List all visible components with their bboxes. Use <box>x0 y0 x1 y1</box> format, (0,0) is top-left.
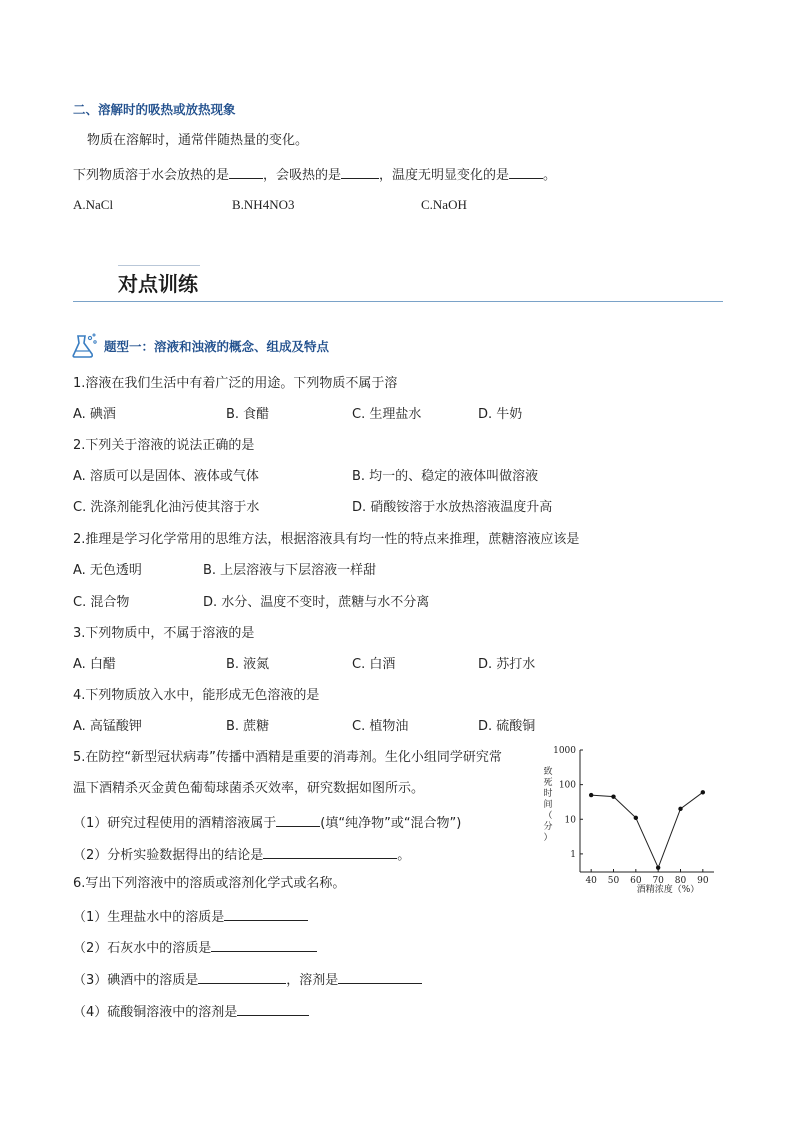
data-point <box>656 865 660 869</box>
answer-blank[interactable] <box>229 164 263 179</box>
q2b-option-d: D. 水分、温度不变时，蔗糖与水不分离 <box>203 595 430 610</box>
y-axis-label-char: 分 <box>543 822 553 832</box>
option-b: B.NH4NO3 <box>232 197 295 212</box>
q4-option-b: B. 蔗糖 <box>226 719 270 734</box>
q3-option-b: B. 液氮 <box>226 657 270 672</box>
q6-stem: 6.写出下列溶液中的溶质或溶剂化学式或名称。 <box>73 876 346 891</box>
q1-option-c: C. 生理盐水 <box>352 407 422 422</box>
question-part: ，会吸热的是 <box>263 168 342 183</box>
answer-blank[interactable] <box>341 164 379 179</box>
y-axis-label-char: ） <box>543 833 553 843</box>
answer-blank[interactable] <box>224 906 308 921</box>
q2b-option-b: B. 上层溶液与下层溶液一样甜 <box>203 563 377 578</box>
q5-sub2-text: （2）分析实验数据得出的结论是 <box>73 848 264 863</box>
q6-sub3-text-b: ，溶剂是 <box>286 973 339 988</box>
q6-sub2-text: （2）石灰水中的溶质是 <box>73 941 212 956</box>
q4-option-a: A. 高锰酸钾 <box>73 719 142 734</box>
answer-blank[interactable] <box>237 1001 309 1016</box>
q3-stem: 3.下列物质中，不属于溶液的是 <box>73 626 255 641</box>
q2-option-a: A. 溶质可以是固体、液体或气体 <box>73 469 259 484</box>
question-part: ，温度无明显变化的是 <box>379 168 510 183</box>
header-rule <box>73 301 723 302</box>
y-tick-label: 10 <box>564 815 576 826</box>
q5-sub1-hint: (填“纯净物”或“混合物”) <box>320 816 462 831</box>
section-intro: 物质在溶解时，通常伴随热量的变化。 <box>87 133 309 148</box>
data-point <box>678 807 682 811</box>
q6-sub4-text: （4）硫酸铜溶液中的溶剂是 <box>73 1005 238 1020</box>
answer-blank[interactable] <box>338 969 422 984</box>
y-tick-label: 100 <box>558 780 576 791</box>
q2b-option-a: A. 无色透明 <box>73 563 142 578</box>
answer-blank[interactable] <box>211 937 317 952</box>
q3-option-c: C. 白酒 <box>352 657 396 672</box>
q2b-stem: 2.推理是学习化学常用的思维方法，根据溶液具有均一性的特点来推理，蔗糖溶液应该是 <box>73 532 580 547</box>
x-tick-label: 70 <box>652 876 664 886</box>
q6-sub3-text: （3）碘酒中的溶质是 <box>73 973 199 988</box>
q4-option-d: D. 硫酸铜 <box>478 719 536 734</box>
q2-option-d: D. 硝酸铵溶于水放热溶液温度升高 <box>352 500 553 515</box>
q1-option-a: A. 碘酒 <box>73 407 116 422</box>
q5-sub2 <box>73 844 410 865</box>
q5-stem-line1: 5.在防控“新型冠状病毒”传播中酒精是重要的消毒剂。生化小组同学研究常 <box>73 750 502 765</box>
y-axis-label-char: 死 <box>543 778 553 788</box>
x-tick-label: 90 <box>697 876 709 886</box>
q4-option-c: C. 植物油 <box>352 719 409 734</box>
q6-sub2 <box>73 937 317 958</box>
section-title: 二、溶解时的吸热或放热现象 <box>73 102 236 117</box>
series-line <box>591 792 703 867</box>
q3-option-d: D. 苏打水 <box>478 657 536 672</box>
y-axis-label-char: （ <box>543 811 553 821</box>
x-tick-label: 40 <box>585 876 597 886</box>
question-part: 下列物质溶于水会放热的是 <box>73 168 230 183</box>
q5-sub1-text: （1）研究过程使用的酒精溶液属于 <box>73 816 277 831</box>
training-title: 对点训练 <box>118 272 198 296</box>
answer-blank[interactable] <box>263 844 397 859</box>
y-axis-label-char: 致 <box>543 767 553 777</box>
y-tick-label: 1 <box>570 849 576 860</box>
q1-option-d: D. 牛奶 <box>478 407 523 422</box>
data-point <box>611 794 615 798</box>
answer-blank[interactable] <box>198 969 286 984</box>
q5-sub2-end: 。 <box>397 848 411 863</box>
option-a: A.NaCl <box>73 197 114 212</box>
flask-icon <box>70 332 100 360</box>
q4-stem: 4.下列物质放入水中，能形成无色溶液的是 <box>73 688 320 703</box>
q6-sub1-text: （1）生理盐水中的溶质是 <box>73 910 225 925</box>
q2-option-c: C. 洗涤剂能乳化油污使其溶于水 <box>73 500 260 515</box>
header-top-rule <box>118 265 200 266</box>
question-type-title: 题型一：溶液和浊液的概念、组成及特点 <box>104 339 330 354</box>
question-part: 。 <box>543 168 557 183</box>
data-point <box>589 793 593 797</box>
section-question <box>73 164 556 185</box>
q6-sub1 <box>73 906 308 927</box>
q1-option-b: B. 食醋 <box>226 407 270 422</box>
y-axis-label-char: 间 <box>543 800 553 810</box>
y-axis-label-char: 时 <box>543 789 553 799</box>
kill-time-chart <box>528 740 724 898</box>
data-point <box>701 790 705 794</box>
q2b-option-c: C. 混合物 <box>73 595 130 610</box>
q6-sub3 <box>73 969 422 990</box>
x-tick-label: 60 <box>630 876 642 886</box>
q5-sub1 <box>73 812 461 833</box>
option-c: C.NaOH <box>421 197 467 212</box>
q2-option-b: B. 均一的、稳定的液体叫做溶液 <box>352 469 539 484</box>
data-point <box>634 816 638 820</box>
answer-blank[interactable] <box>276 812 320 827</box>
answer-blank[interactable] <box>509 164 543 179</box>
q3-option-a: A. 白醋 <box>73 657 116 672</box>
x-tick-label: 80 <box>674 876 687 886</box>
q2-stem: 2.下列关于溶液的说法正确的是 <box>73 438 255 453</box>
q1-stem: 1.溶液在我们生活中有着广泛的用途。下列物质不属于溶 <box>73 376 398 391</box>
x-tick-label: 50 <box>607 876 620 886</box>
q6-sub4 <box>73 1001 309 1022</box>
y-tick-label: 1000 <box>553 746 576 756</box>
q5-stem-line2: 温下酒精杀灭金黄色葡萄球菌杀灭效率，研究数据如图所示。 <box>73 781 425 796</box>
x-axis-label: 酒精浓度（%） <box>636 885 700 895</box>
